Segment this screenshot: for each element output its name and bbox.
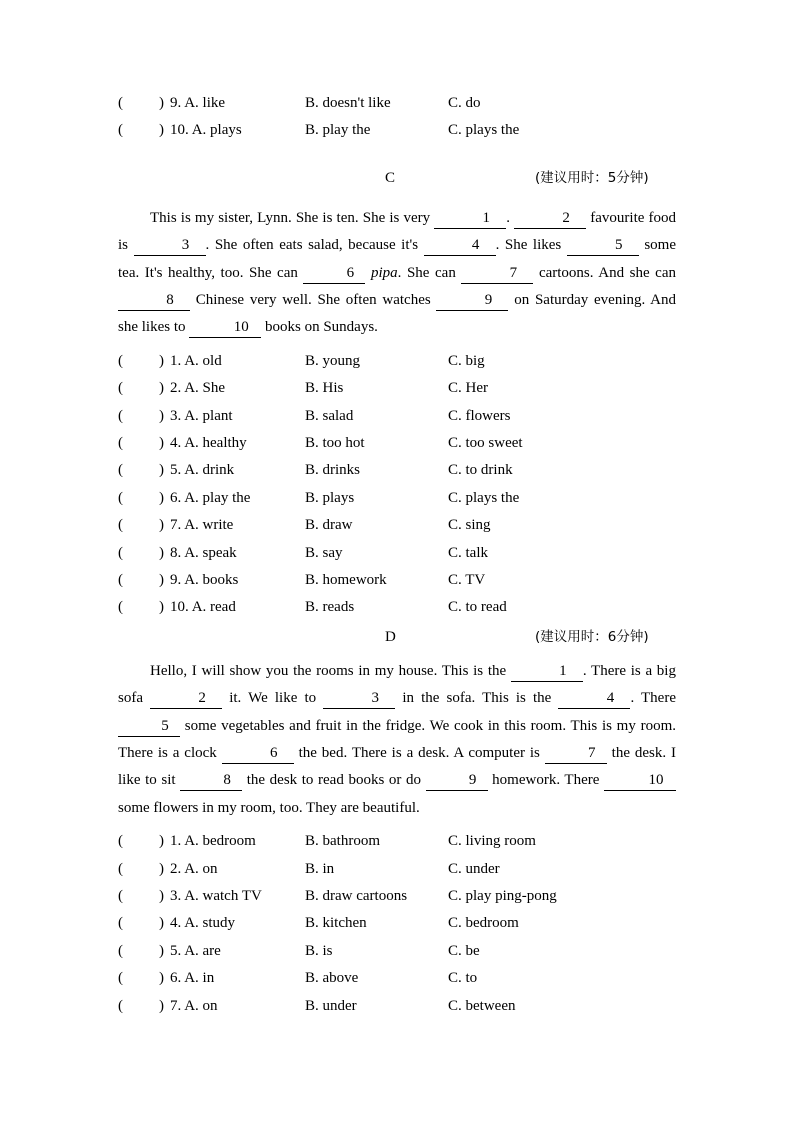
answer-bracket-open: ( xyxy=(118,571,123,588)
section-c-option-list xyxy=(118,348,676,622)
answer-bracket-close: ) xyxy=(159,887,164,904)
answer-bracket-open: ( xyxy=(118,489,123,506)
italic-word-pipa: pipa xyxy=(370,264,398,281)
passage-text: the desk. I like to sit xyxy=(118,744,677,789)
passage-text: on Saturday evening. And she likes to xyxy=(118,292,676,336)
answer-bracket-close: ) xyxy=(159,599,164,616)
section-letter: D xyxy=(385,628,396,645)
option-c[interactable]: C. to xyxy=(448,970,478,987)
option-row[interactable] xyxy=(118,485,676,512)
answer-bracket-close: ) xyxy=(159,434,164,451)
answer-bracket-open: ( xyxy=(118,407,123,424)
option-c[interactable]: C. flowers xyxy=(448,407,511,424)
item-number: 5. xyxy=(170,942,182,959)
passage-text: Chinese very well. She often watches xyxy=(190,292,437,308)
option-c[interactable]: C. plays the xyxy=(448,122,520,139)
option-a-label: A. drink xyxy=(184,462,235,479)
passage-text: it. We like to xyxy=(222,690,324,707)
option-a[interactable] xyxy=(170,938,221,965)
option-a[interactable] xyxy=(170,457,234,484)
answer-bracket-open: ( xyxy=(118,434,123,451)
blank-2[interactable]: 2 xyxy=(150,689,222,709)
option-row[interactable] xyxy=(118,856,676,883)
option-row[interactable] xyxy=(118,965,676,992)
passage-text: . She can xyxy=(397,264,462,281)
option-c[interactable]: C. under xyxy=(448,860,500,877)
blank-10[interactable]: 10 xyxy=(604,771,676,791)
answer-bracket-open: ( xyxy=(118,380,123,397)
passage-text: favourite food is xyxy=(118,209,677,254)
option-b[interactable]: B. doesn't like xyxy=(305,95,391,111)
option-b[interactable]: B. play the xyxy=(305,122,371,139)
passage-text: . She often eats salad, because it's xyxy=(205,237,424,254)
answer-bracket-close: ) xyxy=(159,352,164,369)
item-number: 2. xyxy=(170,380,182,397)
option-a[interactable] xyxy=(170,485,250,512)
item-number: 9. xyxy=(170,571,182,588)
passage-text: Hello, I will show you the rooms in my house. This is the xyxy=(150,662,511,679)
option-c[interactable]: C. big xyxy=(448,352,485,369)
option-a-label: A. read xyxy=(191,599,236,616)
passage-text: . xyxy=(506,209,515,226)
answer-bracket-close: ) xyxy=(159,462,164,479)
option-a[interactable] xyxy=(170,117,242,144)
answer-bracket-close: ) xyxy=(159,860,164,877)
answer-bracket-open: ( xyxy=(118,970,123,987)
option-b[interactable]: B. His xyxy=(305,380,344,397)
option-c[interactable]: C. be xyxy=(448,942,480,959)
passage-text: cartoons. And she can xyxy=(533,264,676,281)
option-a-label: A. old xyxy=(184,352,222,369)
option-row[interactable] xyxy=(118,993,676,1020)
option-a-label: A. are xyxy=(184,942,221,959)
passage-text: . She likes xyxy=(495,237,567,254)
option-b[interactable]: B. bathroom xyxy=(305,833,380,850)
option-row[interactable] xyxy=(118,512,676,539)
option-a[interactable] xyxy=(170,567,238,594)
passage-text: homework. There xyxy=(487,772,604,789)
item-number: 4. xyxy=(170,434,182,451)
blank-7[interactable]: 7 xyxy=(461,264,533,284)
answer-bracket-close: ) xyxy=(159,833,164,850)
answer-bracket-open: ( xyxy=(118,860,123,877)
blank-6[interactable]: 6 xyxy=(222,744,294,764)
answer-bracket-close: ) xyxy=(159,915,164,932)
option-a[interactable] xyxy=(170,594,236,621)
option-c[interactable]: C. talk xyxy=(448,544,488,561)
blank-4[interactable]: 4 xyxy=(558,689,630,709)
option-c[interactable]: C. bedroom xyxy=(448,915,519,932)
item-number: 6. xyxy=(170,489,182,506)
blank-10[interactable]: 10 xyxy=(189,318,261,338)
answer-bracket-close: ) xyxy=(159,942,164,959)
option-b[interactable]: B. drinks xyxy=(305,462,361,479)
answer-bracket-open: ( xyxy=(118,352,123,369)
option-row[interactable] xyxy=(118,594,676,621)
option-b[interactable]: B. is xyxy=(305,942,333,959)
option-c[interactable]: C. do xyxy=(448,95,481,111)
answer-bracket-open: ( xyxy=(118,122,123,139)
option-a[interactable] xyxy=(170,965,214,992)
passage-text: . There xyxy=(630,690,676,707)
option-a-label: A. on xyxy=(184,860,218,877)
option-a[interactable] xyxy=(170,910,235,937)
passage-text: some tea. It's healthy, too. She can xyxy=(118,237,676,281)
option-b[interactable]: B. say xyxy=(305,544,343,561)
answer-bracket-open: ( xyxy=(118,95,123,111)
option-b[interactable]: B. in xyxy=(305,860,335,877)
option-c[interactable]: C. Her xyxy=(448,380,488,397)
item-number: 5. xyxy=(170,462,182,479)
option-a[interactable] xyxy=(170,540,237,567)
blank-5[interactable]: 5 xyxy=(118,717,180,737)
answer-bracket-close: ) xyxy=(159,571,164,588)
answer-bracket-open: ( xyxy=(118,942,123,959)
page-content xyxy=(118,90,676,1020)
item-number: 1. xyxy=(170,352,182,369)
answer-bracket-open: ( xyxy=(118,462,123,479)
option-b[interactable]: B. young xyxy=(305,352,361,369)
answer-bracket-close: ) xyxy=(159,517,164,534)
item-number: 7. xyxy=(170,997,182,1014)
carryover-option-list xyxy=(118,90,676,145)
option-row[interactable] xyxy=(118,457,676,484)
answer-bracket-open: ( xyxy=(118,887,123,904)
blank-8[interactable]: 8 xyxy=(118,291,190,311)
section-d-passage xyxy=(118,658,676,822)
option-a[interactable] xyxy=(170,883,262,910)
answer-bracket-open: ( xyxy=(118,544,123,561)
section-letter: C xyxy=(385,169,396,186)
item-number: 2. xyxy=(170,860,182,877)
item-number: 8. xyxy=(170,544,182,561)
blank-7[interactable]: 7 xyxy=(545,744,607,764)
option-c[interactable]: C. sing xyxy=(448,517,491,534)
answer-bracket-open: ( xyxy=(118,997,123,1014)
answer-bracket-close: ) xyxy=(159,122,164,139)
spacer xyxy=(118,145,676,163)
option-row[interactable] xyxy=(118,348,676,375)
section-c-heading xyxy=(118,163,676,193)
answer-bracket-close: ) xyxy=(159,489,164,506)
answer-bracket-close: ) xyxy=(159,997,164,1014)
option-row[interactable] xyxy=(118,938,676,965)
spacer xyxy=(118,193,676,205)
section-time-hint: (建议用时：6分钟) xyxy=(535,628,649,645)
option-a-label: A. play the xyxy=(184,489,251,506)
blank-8[interactable]: 8 xyxy=(180,771,242,791)
item-number: 3. xyxy=(170,407,182,424)
item-number: 4. xyxy=(170,915,182,932)
blank-5[interactable]: 5 xyxy=(567,236,639,256)
passage-text: some flowers in my room, too. They are beautiful. xyxy=(118,799,420,816)
section-d-option-list xyxy=(118,828,676,1020)
answer-bracket-open: ( xyxy=(118,517,123,534)
option-b[interactable]: B. kitchen xyxy=(305,915,367,932)
option-row[interactable] xyxy=(118,883,676,910)
option-b[interactable]: B. too hot xyxy=(305,434,365,451)
passage-text: books on Sundays. xyxy=(261,319,378,336)
option-c[interactable]: C. TV xyxy=(448,571,486,588)
item-number: 1. xyxy=(170,833,182,850)
option-a-label: A. write xyxy=(184,517,234,534)
section-c-passage xyxy=(118,205,676,342)
option-a[interactable] xyxy=(170,430,247,457)
item-number: 6. xyxy=(170,970,182,987)
option-a[interactable] xyxy=(170,375,225,402)
answer-bracket-close: ) xyxy=(159,380,164,397)
answer-bracket-close: ) xyxy=(159,544,164,561)
answer-bracket-open: ( xyxy=(118,915,123,932)
option-c[interactable]: C. plays the xyxy=(448,489,520,506)
option-a-label: A. plays xyxy=(191,122,242,139)
blank-3[interactable]: 3 xyxy=(323,689,395,709)
answer-bracket-open: ( xyxy=(118,833,123,850)
option-a-label: A. books xyxy=(184,571,239,588)
blank-9[interactable]: 9 xyxy=(426,771,488,791)
option-b[interactable]: B. plays xyxy=(305,489,355,506)
option-c[interactable]: C. between xyxy=(448,997,516,1014)
option-b[interactable]: B. homework xyxy=(305,571,387,588)
option-a-label: A. bedroom xyxy=(184,833,256,850)
answer-bracket-close: ) xyxy=(159,407,164,424)
option-a-label: A. study xyxy=(184,915,236,932)
option-a[interactable] xyxy=(170,993,218,1020)
passage-text: This is my sister, Lynn. She is ten. She is very xyxy=(150,209,435,226)
blank-4[interactable]: 4 xyxy=(424,236,496,256)
option-a-label: A. She xyxy=(184,380,226,397)
answer-bracket-close: ) xyxy=(159,95,164,111)
option-row[interactable] xyxy=(118,910,676,937)
option-row[interactable] xyxy=(118,403,676,430)
option-a[interactable] xyxy=(170,348,222,375)
passage-text: in the sofa. This is the xyxy=(395,690,559,707)
option-row[interactable] xyxy=(118,567,676,594)
blank-6[interactable]: 6 xyxy=(303,264,365,284)
option-row[interactable] xyxy=(118,540,676,567)
section-d-heading xyxy=(118,622,676,652)
option-a[interactable] xyxy=(170,856,218,883)
option-b[interactable]: B. reads xyxy=(305,599,355,616)
option-a-label: A. healthy xyxy=(184,434,247,451)
option-a[interactable] xyxy=(170,403,233,430)
option-a-label: A. speak xyxy=(184,544,237,561)
option-a-label: A. on xyxy=(184,997,218,1014)
option-a[interactable] xyxy=(170,90,225,117)
item-number: 9. xyxy=(170,95,182,111)
option-row[interactable] xyxy=(118,117,676,144)
option-c[interactable]: C. to drink xyxy=(448,462,513,479)
passage-text: the bed. There is a desk. A computer is xyxy=(293,744,545,761)
option-c[interactable]: C. play ping-pong xyxy=(448,887,557,904)
blank-3[interactable]: 3 xyxy=(134,236,206,256)
option-row[interactable] xyxy=(118,90,676,117)
option-a-label: A. watch TV xyxy=(184,887,262,904)
blank-1[interactable]: 1 xyxy=(434,209,506,229)
passage-text: the desk to read books or do xyxy=(242,772,426,789)
option-a[interactable] xyxy=(170,828,256,855)
option-c[interactable]: C. too sweet xyxy=(448,434,523,451)
option-b[interactable]: B. draw xyxy=(305,517,353,534)
passage-text: . There is a big sofa xyxy=(118,662,676,707)
answer-bracket-close: ) xyxy=(159,970,164,987)
blank-2[interactable]: 2 xyxy=(514,209,586,229)
option-a[interactable] xyxy=(170,512,233,539)
item-number: 3. xyxy=(170,887,182,904)
section-time-hint: (建议用时：5分钟) xyxy=(535,169,649,186)
answer-bracket-open: ( xyxy=(118,599,123,616)
blank-9[interactable]: 9 xyxy=(436,291,508,311)
item-number: 10. xyxy=(170,122,189,139)
passage-text: some vegetables and fruit in the fridge. We cook in this room. This is my room. There is a clock xyxy=(118,717,676,761)
option-b[interactable]: B. salad xyxy=(305,407,354,424)
option-b[interactable]: B. under xyxy=(305,997,357,1014)
option-c[interactable]: C. to read xyxy=(448,599,507,616)
option-row[interactable] xyxy=(118,375,676,402)
item-number: 7. xyxy=(170,517,182,534)
option-b[interactable]: B. draw cartoons xyxy=(305,887,408,904)
option-row[interactable] xyxy=(118,430,676,457)
blank-1[interactable]: 1 xyxy=(511,662,583,682)
option-c[interactable]: C. living room xyxy=(448,833,536,850)
option-row[interactable] xyxy=(118,828,676,855)
option-b[interactable]: B. above xyxy=(305,970,359,987)
option-a-label: A. like xyxy=(184,95,226,111)
option-a-label: A. plant xyxy=(184,407,233,424)
option-a-label: A. in xyxy=(184,970,215,987)
item-number: 10. xyxy=(170,599,189,616)
